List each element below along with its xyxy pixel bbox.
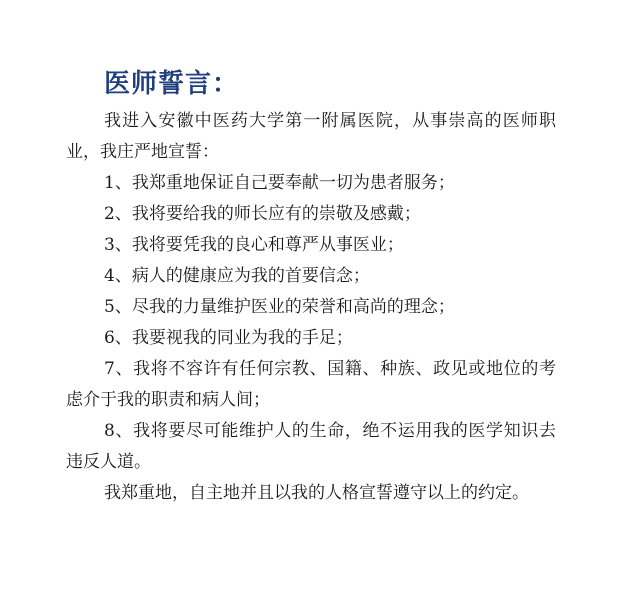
oath-item-7: 7、我将不容许有任何宗教、国籍、种族、政见或地位的考虑介于我的职责和病人间； [66, 359, 556, 410]
oath-item-4: 4、病人的健康应为我的首要信念； [104, 266, 370, 286]
oath-item-2: 2、我将要给我的师长应有的崇敬及感戴； [104, 204, 421, 224]
oath-item-8: 8、我将要尽可能维护人的生命，绝不运用我的医学知识去违反人道。 [66, 421, 556, 472]
page-title: 医师誓言： [104, 69, 240, 99]
oath-intro-paragraph: 我进入安徽中医药大学第一附属医院，从事崇高的医师职业，我庄严地宣誓： [66, 111, 556, 162]
oath-item-6: 6、我要视我的同业为我的手足； [104, 328, 353, 348]
oath-closing-paragraph: 我郑重地，自主地并且以我的人格宣誓遵守以上的约定。 [104, 483, 529, 503]
oath-item-5: 5、尽我的力量维护医业的荣誉和高尚的理念； [104, 297, 455, 317]
oath-body [66, 106, 556, 509]
oath-item-1: 1、我郑重地保证自己要奉献一切为患者服务； [104, 173, 455, 193]
oath-item-3: 3、我将要凭我的良心和尊严从事医业； [104, 235, 404, 255]
